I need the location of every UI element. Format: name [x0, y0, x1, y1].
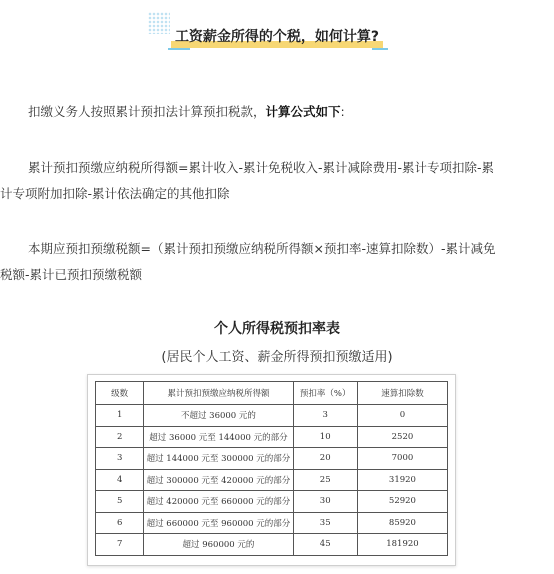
cell-deduction: 85920 — [357, 512, 447, 534]
header-level: 级数 — [96, 382, 144, 405]
table-header-row — [96, 382, 448, 405]
table-row — [96, 469, 448, 491]
cell-income-range: 超过 300000 元至 420000 元的部分 — [144, 469, 293, 491]
formula-2-paragraph — [0, 236, 548, 288]
intro-paragraph — [0, 99, 548, 125]
cell-deduction: 31920 — [357, 469, 447, 491]
cell-deduction: 52920 — [357, 491, 447, 513]
cell-level: 5 — [96, 491, 144, 513]
cell-deduction: 2520 — [357, 426, 447, 448]
formula-2-line-2: 税额-累计已预扣预缴税额 — [0, 267, 143, 282]
formula-1-line-1: 累计预扣预缴应纳税所得额=累计收入-累计免税收入-累计减除费用-累计专项扣除-累 — [28, 160, 495, 175]
table-row — [96, 491, 448, 513]
cell-income-range: 超过 960000 元的 — [144, 534, 293, 556]
cell-rate: 10 — [293, 426, 357, 448]
cell-level: 7 — [96, 534, 144, 556]
cell-level: 3 — [96, 448, 144, 470]
table-subtitle: (居民个人工资、薪金所得预扣预缴适用) — [161, 350, 393, 365]
cell-rate: 30 — [293, 491, 357, 513]
table-row — [96, 426, 448, 448]
cell-level: 1 — [96, 405, 144, 427]
cell-deduction: 0 — [357, 405, 447, 427]
title-container — [0, 26, 554, 49]
cell-income-range: 超过 420000 元至 660000 元的部分 — [144, 491, 293, 513]
intro-end: : — [340, 104, 345, 119]
cell-income-range: 超过 36000 元至 144000 元的部分 — [144, 426, 293, 448]
table-row — [96, 448, 448, 470]
cell-income-range: 超过 144000 元至 300000 元的部分 — [144, 448, 293, 470]
page-title: 工资薪金所得的个税，如何计算? — [169, 26, 385, 49]
intro-bold-text: 计算公式如下 — [265, 104, 341, 119]
cell-rate: 35 — [293, 512, 357, 534]
formula-1-line-2: 计专项附加扣除-累计依法确定的其他扣除 — [0, 186, 230, 201]
header-deduction: 速算扣除数 — [357, 382, 447, 405]
cell-deduction: 181920 — [357, 534, 447, 556]
formula-2-line-1: 本期应预扣预缴税额=（累计预扣预缴应纳税所得额×预扣率-速算扣除数）-累计减免 — [28, 241, 496, 256]
cell-rate: 45 — [293, 534, 357, 556]
intro-text: 扣缴义务人按照累计预扣法计算预扣税款， — [28, 104, 266, 119]
header-taxable-income: 累计预扣预缴应纳税所得额 — [144, 382, 293, 405]
cell-rate: 3 — [293, 405, 357, 427]
cell-income-range: 超过 660000 元至 960000 元的部分 — [144, 512, 293, 534]
table-row — [96, 512, 448, 534]
cell-level: 6 — [96, 512, 144, 534]
formula-1-paragraph — [0, 155, 548, 207]
cell-level: 4 — [96, 469, 144, 491]
header-rate: 预扣率（%） — [293, 382, 357, 405]
tax-rate-table — [95, 381, 448, 556]
cell-rate: 25 — [293, 469, 357, 491]
table-row — [96, 534, 448, 556]
cell-income-range: 不超过 36000 元的 — [144, 405, 293, 427]
tax-rate-table-image — [87, 374, 456, 566]
table-title: 个人所得税预扣率表 — [214, 321, 340, 337]
table-row — [96, 405, 448, 427]
cell-deduction: 7000 — [357, 448, 447, 470]
cell-rate: 20 — [293, 448, 357, 470]
cell-level: 2 — [96, 426, 144, 448]
